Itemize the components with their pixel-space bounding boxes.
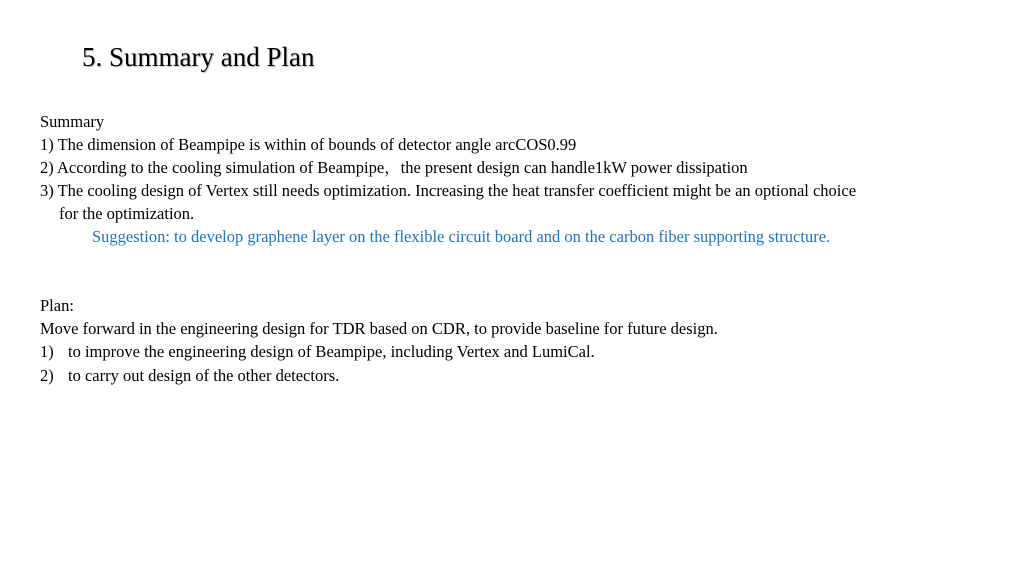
summary-item-3-continuation: for the optimization.: [59, 204, 195, 223]
plan-heading: Plan:: [40, 296, 74, 315]
plan-item-text: to improve the engineering design of Beampipe, including Vertex and LumiCal.: [68, 342, 595, 361]
suggestion-text: Suggestion: to develop graphene layer on the flexible circuit board and on the carbon fiber supporting structure.: [92, 227, 831, 246]
summary-item-1: 1) The dimension of Beampipe is within of bounds of detector angle arcCOS0.99: [40, 135, 577, 154]
summary-item-2: 2) According to the cooling simulation of Beampipe，the present design can handle1kW power dissipation: [40, 158, 748, 177]
plan-item-number: 1): [40, 342, 54, 361]
summary-heading: Summary: [40, 112, 105, 131]
plan-item-2: [40, 364, 718, 388]
summary-item-3: 3) The cooling design of Vertex still needs optimization. Increasing the heat transfer coefficient might be an optional choice: [40, 181, 857, 200]
plan-item-number: 2): [40, 365, 54, 385]
plan-item-1: [40, 340, 718, 364]
plan-intro: Move forward in the engineering design for TDR based on CDR, to provide baseline for future design.: [40, 319, 718, 338]
summary-section: [40, 110, 856, 248]
plan-section: [40, 294, 718, 387]
plan-item-text: to carry out design of the other detectors.: [68, 365, 340, 385]
page-title: 5. Summary and Plan: [82, 42, 315, 72]
